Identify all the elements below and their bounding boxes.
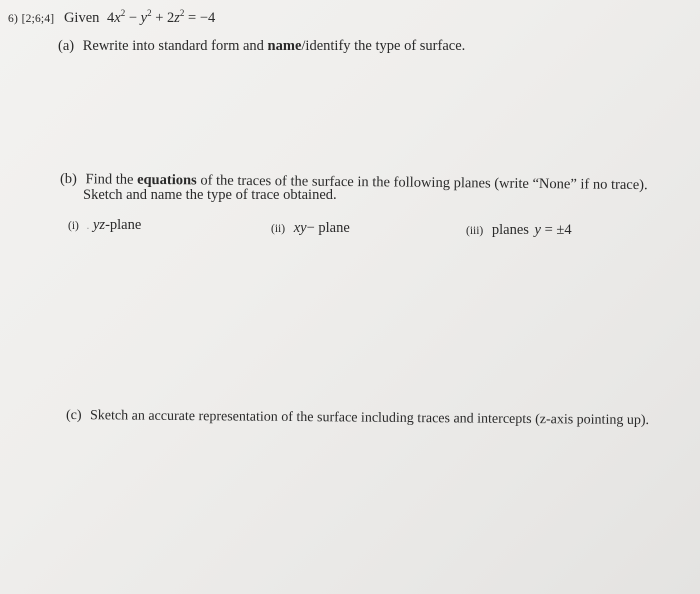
part-b-instruction: Sketch and name the type of trace obtained. <box>83 187 337 203</box>
part-a-question: (a) Rewrite into standard form and name/identify the type of surface. <box>58 38 466 54</box>
given-equation: $4x^2 - y^2 + 2z^2 = -4$ <box>107 8 216 26</box>
problem-header <box>8 9 215 28</box>
problem-points: [2;6;4] <box>21 13 55 25</box>
part-b-item-planes-y: (iii) planes y = ±4 <box>466 222 572 238</box>
part-b-item-yz-plane: (i) . yz-plane <box>68 217 142 233</box>
part-b-item-xy-plane: (ii) xy− plane <box>271 220 350 236</box>
given-label: Given <box>63 10 100 26</box>
part-c-label: (c) <box>65 408 82 424</box>
part-c-question: (c) Sketch an accurate representation of the surface including traces and intercepts (z-axis pointing up). <box>65 408 650 429</box>
part-b-label: (b) <box>59 171 78 188</box>
part-a-label: (a) <box>58 38 75 54</box>
part-b-question: (b) Find the equations of the traces of the surface in the following planes (write “None” if no trace). <box>59 171 648 194</box>
problem-number: 6) <box>8 13 18 25</box>
